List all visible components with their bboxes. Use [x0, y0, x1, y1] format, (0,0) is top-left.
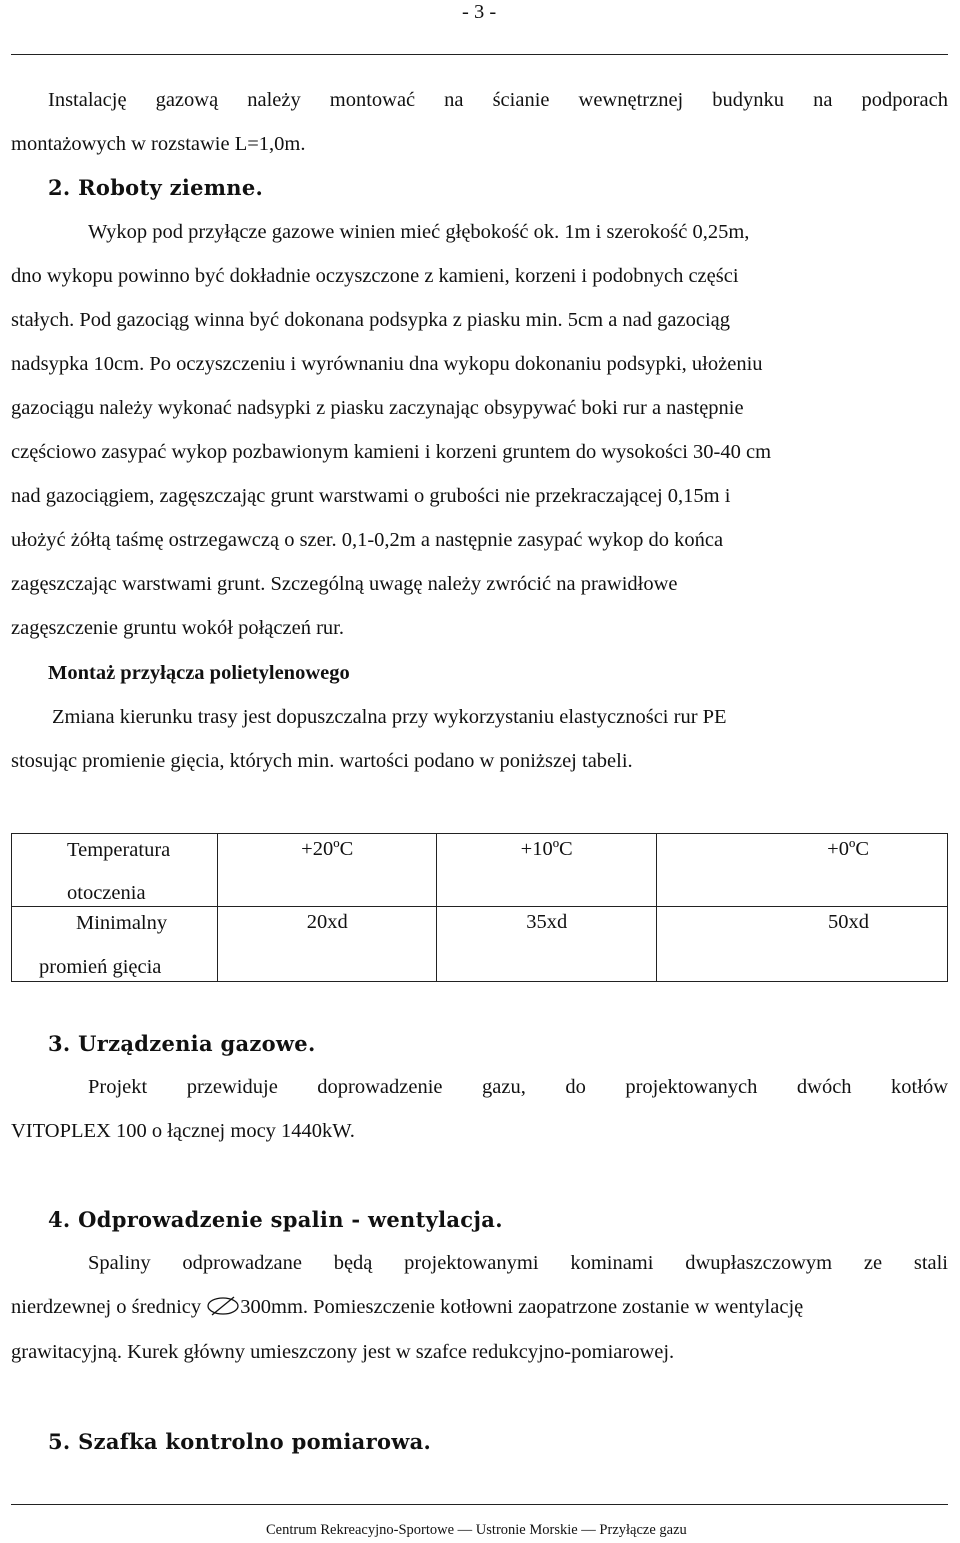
table-cell: 20xd — [217, 907, 436, 982]
section-2-line: Wykop pod przyłącze gazowe winien mieć głębokość ok. 1m i szerokość 0,25m, — [88, 221, 750, 243]
bending-radius-table — [11, 833, 948, 982]
section-2-line: nadsypka 10cm. Po oczyszczeniu i wyrównaniu dna wykopu dokonaniu podsypki, ułożeniu — [11, 353, 763, 375]
table-label: promień gięcia — [39, 956, 162, 978]
table-cell: +20ºC — [217, 834, 436, 907]
section-4-line-3: grawitacyjną. Kurek główny umieszczony jest w szafce redukcyjno-pomiarowej. — [11, 1341, 675, 1363]
section-4-text: nierdzewnej o średnicy — [11, 1296, 202, 1318]
subsection-heading: Montaż przyłącza polietylenowego — [48, 662, 350, 684]
section-3-heading: 3. Urządzenia gazowe. — [48, 1031, 316, 1056]
subsection-line-2: stosując promienie gięcia, których min. wartości podano w poniższej tabeli. — [11, 750, 633, 772]
intro-line-1: Instalację gazową należy montować na ścianie wewnętrznej budynku na podporach — [48, 89, 948, 111]
section-4-text: 300mm. Pomieszczenie kotłowni zaopatrzone zostanie w wentylację — [240, 1296, 804, 1318]
section-2-line: ułożyć żółtą taśmę ostrzegawczą o szer. 0,1-0,2m a następnie zasypać wykop do końca — [11, 529, 724, 551]
table-cell: +10ºC — [437, 834, 656, 907]
section-2-line: zagęszczenie gruntu wokół połączeń rur. — [11, 617, 344, 639]
table-cell: +0ºC — [656, 834, 947, 907]
subsection-line-1: Zmiana kierunku trasy jest dopuszczalna przy wykorzystaniu elastyczności rur PE — [52, 706, 727, 728]
table-row — [12, 907, 948, 982]
section-2-heading: 2. Roboty ziemne. — [48, 175, 264, 200]
section-2-line: stałych. Pod gazociąg winna być dokonana podsypka z piasku min. 5cm a nad gazociąg — [11, 309, 731, 331]
table-row — [12, 834, 948, 907]
section-4-line-2 — [11, 1295, 803, 1319]
section-2-line: gazociągu należy wykonać nadsypki z piasku zaczynając obsypywać boki rur a następnie — [11, 397, 744, 419]
section-2-line: dno wykopu powinno być dokładnie oczyszczone z kamieni, korzeni i podobnych części — [11, 265, 739, 287]
section-4-heading: 4. Odprowadzenie spalin - wentylacja. — [48, 1207, 503, 1232]
page-number: - 3 - — [462, 1, 497, 23]
section-3-line-2: VITOPLEX 100 o łącznej mocy 1440kW. — [11, 1120, 355, 1142]
header-rule — [11, 54, 948, 55]
section-3-line-1: Projekt przewiduje doprowadzenie gazu, do projektowanych dwóch kotłów — [88, 1076, 948, 1098]
table-header-cell — [12, 907, 218, 982]
section-2-line: częściowo zasypać wykop pozbawionym kamieni i korzeni gruntem do wysokości 30-40 cm — [11, 441, 772, 463]
table-label: Minimalny — [76, 912, 168, 934]
table-label: Temperatura — [67, 839, 171, 861]
table-cell: 35xd — [437, 907, 656, 982]
footer-text: Centrum Rekreacyjno-Sportowe — Ustronie Morskie — Przyłącze gazu — [266, 1522, 687, 1538]
section-4-line-1: Spaliny odprowadzane będą projektowanymi kominami dwupłaszczowym ze stali — [88, 1252, 948, 1274]
intro-line-2: montażowych w rozstawie L=1,0m. — [11, 133, 306, 155]
section-2-line: zagęszczając warstwami grunt. Szczególną uwagę należy zwrócić na prawidłowe — [11, 573, 678, 595]
section-2-line: nad gazociągiem, zagęszczając grunt warstwami o grubości nie przekraczającej 0,15m i — [11, 485, 731, 507]
table-cell: 50xd — [656, 907, 947, 982]
section-5-heading: 5. Szafka kontrolno pomiarowa. — [48, 1429, 432, 1454]
footer-rule — [11, 1504, 948, 1505]
table-header-cell — [12, 834, 218, 907]
diameter-icon — [206, 1296, 240, 1316]
table-label: otoczenia — [67, 882, 146, 904]
